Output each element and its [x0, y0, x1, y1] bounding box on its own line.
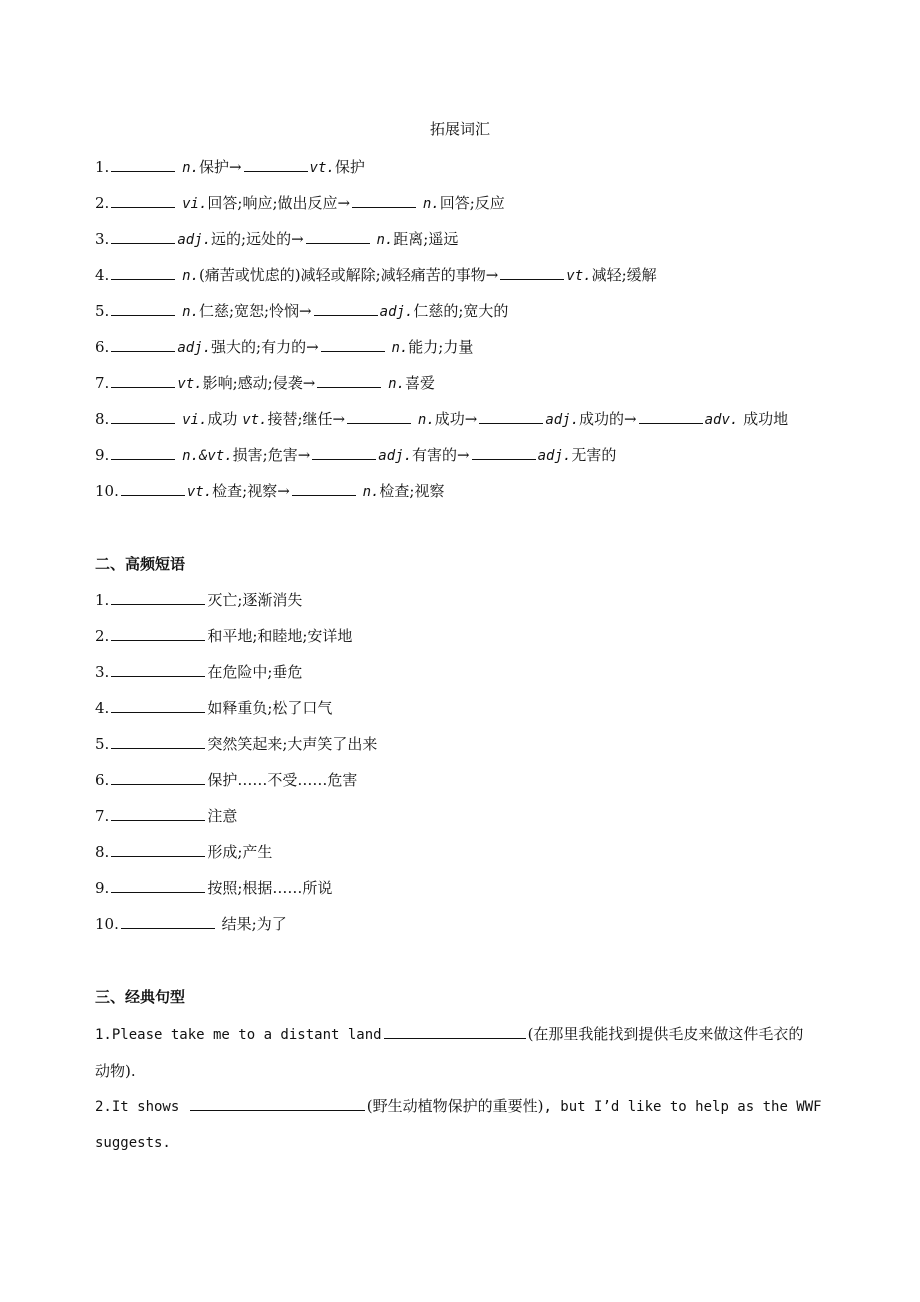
item-number: 4.: [95, 699, 110, 717]
phrase-meaning: 如释重负;松了口气: [207, 699, 333, 717]
pos-label: n.: [182, 268, 199, 284]
pos-label: n.: [391, 340, 409, 356]
item-number: 6.: [95, 338, 110, 356]
item-number: 6.: [95, 771, 110, 789]
answer-blank[interactable]: [384, 1024, 526, 1039]
vocab-item: [95, 229, 458, 250]
vocab-item: [95, 193, 505, 214]
pos-label: n.: [417, 412, 435, 428]
pos-label: adj.: [378, 448, 413, 464]
answer-blank[interactable]: [111, 842, 205, 857]
vocab-item: [95, 373, 435, 394]
answer-blank[interactable]: [111, 193, 175, 208]
pos-label: adj.: [177, 232, 212, 248]
definition-text: 接替;继任→: [267, 410, 346, 428]
pos-label: adj.: [379, 304, 414, 320]
definition-text: 喜爱: [404, 374, 435, 392]
pos-label: vi.: [182, 412, 208, 428]
answer-blank[interactable]: [111, 337, 175, 352]
definition-text: 成功地: [743, 410, 789, 428]
definition-text: 损害;危害→: [232, 446, 311, 464]
answer-blank[interactable]: [121, 914, 215, 929]
definition-text: 影响;感动;侵袭→: [202, 374, 316, 392]
sentence-hint: 动物).: [95, 1062, 136, 1080]
sentence-text: 1.Please take me to a distant land: [95, 1027, 382, 1043]
phrase-item: [95, 698, 332, 718]
answer-blank[interactable]: [111, 662, 205, 677]
section-heading: 三、经典句型: [95, 988, 186, 1006]
answer-blank[interactable]: [472, 445, 536, 460]
phrase-meaning: 灭亡;逐渐消失: [207, 591, 303, 609]
answer-blank[interactable]: [479, 409, 543, 424]
answer-blank[interactable]: [111, 409, 175, 424]
pos-label: vt.: [309, 160, 335, 176]
sentence-hint: (在那里我能找到提供毛皮来做这件毛衣的: [527, 1025, 804, 1043]
pos-label: vi.: [182, 196, 208, 212]
answer-blank[interactable]: [111, 373, 175, 388]
item-number: 3.: [95, 663, 110, 681]
answer-blank[interactable]: [111, 445, 175, 460]
sentence-text: , but I’d like to help as the WWF: [543, 1099, 822, 1115]
vocab-item: [95, 481, 444, 502]
sentence-item: [95, 1016, 825, 1090]
pos-label: n.: [422, 196, 440, 212]
phrase-item: [95, 878, 332, 898]
item-number: 5.: [95, 302, 110, 320]
definition-text: 保护→: [198, 158, 242, 176]
definition-text: 能力;力量: [408, 338, 474, 356]
pos-label: vt.: [177, 376, 203, 392]
phrase-item: [95, 626, 352, 646]
definition-text: 检查;视察→: [212, 482, 290, 500]
definition-text: 减轻;缓解: [591, 266, 657, 284]
vocab-item: [95, 265, 657, 286]
item-number: 1.: [95, 158, 110, 176]
item-number: 10.: [95, 915, 119, 933]
answer-blank[interactable]: [111, 157, 175, 172]
page-title: 拓展词汇: [429, 120, 490, 138]
item-number: 7.: [95, 374, 110, 392]
section-heading: 二、高频短语: [95, 555, 186, 573]
phrase-meaning: 保护……不受……危害: [207, 771, 358, 789]
pos-label: adv.: [704, 412, 739, 428]
pos-label: adj.: [177, 340, 212, 356]
pos-label: n.: [376, 232, 394, 248]
phrase-item: [95, 770, 357, 790]
phrase-item: [95, 914, 287, 934]
definition-text: 仁慈的;宽大的: [413, 302, 509, 320]
answer-blank[interactable]: [111, 301, 175, 316]
definition-text: 成功→: [434, 410, 478, 428]
pos-label: adj.: [545, 412, 580, 428]
answer-blank[interactable]: [111, 590, 205, 605]
definition-text: 距离;遥远: [393, 230, 459, 248]
answer-blank[interactable]: [321, 337, 385, 352]
vocab-item: [95, 301, 508, 322]
item-number: 9.: [95, 879, 110, 897]
phrase-meaning: 和平地;和睦地;安详地: [207, 627, 353, 645]
pos-label: n.: [182, 160, 199, 176]
answer-blank[interactable]: [111, 626, 205, 641]
answer-blank[interactable]: [244, 157, 308, 172]
vocab-item: [95, 445, 616, 466]
answer-blank[interactable]: [347, 409, 411, 424]
phrase-meaning: 按照;根据……所说: [207, 879, 333, 897]
definition-text: (痛苦或忧虑的)减轻或解除;减轻痛苦的事物→: [198, 266, 499, 284]
definition-text: 成功: [207, 410, 238, 428]
answer-blank[interactable]: [314, 301, 378, 316]
answer-blank[interactable]: [111, 770, 205, 785]
phrase-item: [95, 734, 377, 754]
item-number: 2.: [95, 194, 110, 212]
sentence-text: 2.It shows: [95, 1099, 188, 1115]
phrase-item: [95, 842, 272, 862]
answer-blank[interactable]: [111, 878, 205, 893]
definition-text: 远的;远处的→: [211, 230, 304, 248]
answer-blank[interactable]: [111, 265, 175, 280]
phrase-meaning: 形成;产生: [207, 843, 273, 861]
item-number: 8.: [95, 843, 110, 861]
item-number: 4.: [95, 266, 110, 284]
item-number: 1.: [95, 591, 110, 609]
pos-label: vt.: [566, 268, 592, 284]
phrase-item: [95, 590, 302, 610]
pos-label: vt.: [242, 412, 268, 428]
answer-blank[interactable]: [639, 409, 703, 424]
pos-label: vt.: [186, 484, 213, 500]
item-number: 5.: [95, 735, 110, 753]
definition-text: 保护: [334, 158, 365, 176]
item-number: 9.: [95, 446, 110, 464]
phrase-meaning: 在危险中;垂危: [207, 663, 303, 681]
answer-blank[interactable]: [111, 734, 205, 749]
answer-blank[interactable]: [111, 698, 205, 713]
pos-label: n.: [388, 376, 405, 392]
phrase-meaning: 注意: [207, 807, 238, 825]
definition-text: 回答;响应;做出反应→: [207, 194, 351, 212]
pos-label: n.: [362, 484, 380, 500]
pos-label: adj.: [537, 448, 572, 464]
item-number: 8.: [95, 410, 110, 428]
item-number: 2.: [95, 627, 110, 645]
vocab-item: [95, 157, 365, 178]
definition-text: 无害的: [571, 446, 617, 464]
phrase-meaning: 突然笑起来;大声笑了出来: [207, 735, 378, 753]
pos-label: n.: [182, 304, 199, 320]
phrase-item: [95, 662, 302, 682]
phrase-item: [95, 806, 237, 826]
answer-blank[interactable]: [292, 481, 356, 496]
item-number: 10.: [95, 482, 119, 500]
definition-text: 仁慈;宽恕;怜悯→: [198, 302, 312, 320]
definition-text: 检查;视察: [379, 482, 445, 500]
pos-label: n.&vt.: [182, 448, 233, 464]
definition-text: 有害的→: [412, 446, 470, 464]
item-number: 7.: [95, 807, 110, 825]
item-number: 3.: [95, 230, 110, 248]
answer-blank[interactable]: [352, 193, 416, 208]
definition-text: 强大的;有力的→: [211, 338, 319, 356]
answer-blank[interactable]: [121, 481, 185, 496]
sentence-hint: (野生动植物保护的重要性): [366, 1097, 544, 1115]
answer-blank[interactable]: [500, 265, 564, 280]
sentence-text: suggests.: [95, 1135, 171, 1151]
definition-text: 回答;反应: [439, 194, 505, 212]
answer-blank[interactable]: [190, 1096, 365, 1111]
answer-blank[interactable]: [306, 229, 370, 244]
answer-blank[interactable]: [312, 445, 376, 460]
answer-blank[interactable]: [111, 806, 205, 821]
vocab-item: [95, 337, 473, 358]
answer-blank[interactable]: [111, 229, 175, 244]
vocab-item: [95, 409, 788, 430]
answer-blank[interactable]: [317, 373, 381, 388]
sentence-item: [95, 1088, 825, 1161]
definition-text: 成功的→: [579, 410, 637, 428]
phrase-meaning: 结果;为了: [221, 915, 287, 933]
